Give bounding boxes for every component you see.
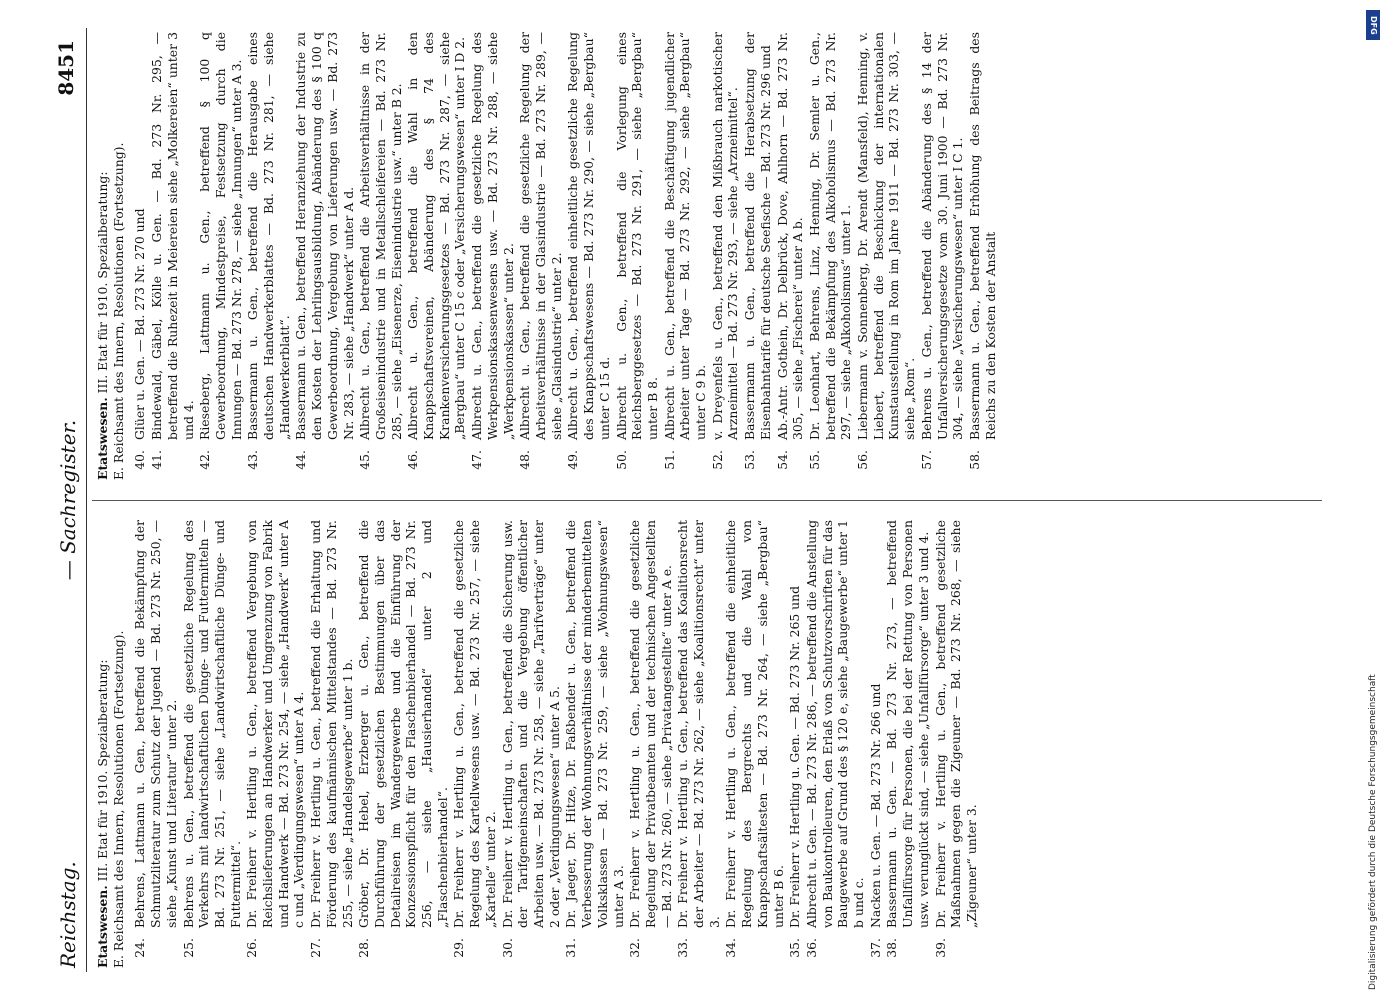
entry-number: 48. <box>517 450 533 470</box>
entry-text: Dr. Freiherr v. Hertling u. Gen., betreffend die gesetzliche Regelung des Kartellwesens usw. — Bd. 273 Nr. 257, — siehe „Kartelle“ unter 2. <box>451 520 498 928</box>
entry-text: Bassermann u. Gen., betreffend Heranziehung der Industrie zu den Kosten der Lehrlingsausbildung, Abänderung des § 100 q Gewerbeordnung, Vergebung von Lieferungen usw. — Bd. 273 Nr. 283, — siehe „Handwerk“ unter A d. <box>293 32 356 440</box>
entry-text: Liebermann v. Sonnenberg, Dr. Arendt (Mansfeld), Henning, v. Liebert, betreffend die Beschickung der internationalen Kunstausstellung in Rom im Jahre 1911 — Bd. 273 Nr. 303, — siehe „Rom“. <box>855 32 918 440</box>
register-entry <box>500 520 563 968</box>
entry-text: Dr. Freiherr v. Hertling u. Gen. — Bd. 273 Nr. 265 und <box>787 585 803 928</box>
entry-number: 28. <box>356 938 372 958</box>
entry-text: Bassermann u. Gen., betreffend die Herausgabe eines deutschen Handwerkerblattes — Bd. 273 Nr. 281, — siehe „Handwerkerblatt“. <box>245 32 292 440</box>
register-entry <box>662 32 709 480</box>
register-entry <box>293 32 356 480</box>
entry-text: Dr. Freiherr v. Hertling u. Gen., betreffend das Koalitionsrecht der Arbeiter — Bd. 273 Nr. 262, — siehe „Koalitionsrecht“ unter 3. <box>675 520 722 928</box>
entry-number: 43. <box>245 450 261 470</box>
entry-number: 26. <box>244 938 260 958</box>
register-entry <box>710 32 741 480</box>
entry-text: Albrecht u. Gen., betreffend die gesetzliche Regelung des Werkpensionskassenwesens usw. — Bd. 273 Nr. 288, — siehe „Werkpensionskassen“ unter 2. <box>469 32 516 440</box>
left-column <box>95 520 1325 968</box>
entry-number: 25. <box>180 938 196 958</box>
column-heading-text: III. Etat für 1910. Spezialberatung: <box>95 171 110 394</box>
register-entry <box>181 520 244 968</box>
entry-text: Behrens u. Gen., betreffend die Abänderung des § 14 der Unfallversicherungsgesetze vom 30. Juni 1900 — Bd. 273 Nr. 304, — siehe „Versicherungswesen“ unter I C 1. <box>918 32 966 440</box>
entry-text: Bassermann u. Gen., betreffend Erhöhung des Beitrags des Reichs zu den Kosten der Anstalt <box>966 32 998 440</box>
entry-number: 27. <box>308 938 324 958</box>
entry-number: 58. <box>966 450 982 470</box>
entry-list <box>132 32 998 480</box>
register-entry <box>804 520 867 968</box>
running-head-title: Reichstag. <box>56 861 80 968</box>
entry-text: Nacken u. Gen. — Bd. 273 Nr. 266 und <box>867 683 883 928</box>
entry-text: Bassermann u. Gen. — Bd. 273 Nr. 273, — betreffend Unfallfürsorge für Personen, die bei der Rettung von Personen usw. verunglückt sind, — siehe „Unfallfürsorge“ unter 3 und 4. <box>884 520 931 928</box>
entry-text: Behrens, Lattmann u. Gen., betreffend die Bekämpfung der Schmutzliteratur zum Schutz der Jugend — Bd. 273 Nr. 250, — siehe „Kunst und Literatur“ unter 2. <box>132 520 179 928</box>
entry-text: Albrecht u. Gen., betreffend die Wahl in den Knappschaftsvereinen, Abänderung des § 74 des Krankenversicherungsgesetzes — Bd. 273 Nr. 287, — siehe „Bergbau“ unter C 15 c oder „Versicherungswesen“ unter I D 2. <box>405 32 468 440</box>
entry-number: 45. <box>357 450 373 470</box>
entry-number: 52. <box>709 450 725 470</box>
entry-number: 33. <box>675 938 691 958</box>
entry-text: Albrecht u. Gen., betreffend die Beschäftigung jugendlicher Arbeiter unter Tage — Bd. 273 Nr. 292, — siehe „Bergbau“ unter C 9 b. <box>661 32 709 440</box>
register-entry <box>244 520 307 968</box>
entry-text: Dr. Freiherr v. Hertling u. Gen., betreffend Vergebung von Reichslieferungen an Handwerker und Umgrenzung von Fabrik und Handwerk — Bd. 273 Nr. 254, — siehe „Handwerk“ unter A c und „Verdingungswesen“ unter A 4. <box>244 520 307 928</box>
entry-text: Gröber, Dr. Hebel, Erzberger u. Gen., betreffend die Durchführung der gesetzlichen Bestimmungen über das Detailreisen im Wandergewerbe und die Einführung der Konzessionspflicht für den Flaschenbierhandel — Bd. 273 Nr. 256, — siehe „Hausierhandel“ unter 2 und „Flaschenbierhandel“. <box>356 520 450 928</box>
entry-number: 42. <box>197 450 213 470</box>
entry-text: Rieseberg, Lattmann u. Gen., betreffend § 100 q Gewerbeordnung, Mindestpreise, Festsetzung durch die Innungen — Bd. 273 Nr. 278, — siehe „Innungen“ unter A 3. <box>197 32 244 440</box>
entry-text: Dr. Freiherr v. Hertling u. Gen., betreffend die gesetzliche Regelung der Privatbeamten und der technischen Angestellten — Bd. 273 Nr. 260, — siehe „Privatangestellte“ unter A e. <box>627 520 674 928</box>
column-subheading: E. Reichsamt des Innern, Resolutionen (Fortsetzung). <box>110 630 126 968</box>
register-entry <box>775 32 806 480</box>
entry-number: 29. <box>451 938 467 958</box>
entry-number: 57. <box>918 450 934 470</box>
running-head <box>52 0 82 1000</box>
register-entry <box>967 32 998 480</box>
register-entry <box>565 32 612 480</box>
entry-number: 53. <box>742 450 758 470</box>
entry-number: 55. <box>806 450 822 470</box>
entry-list <box>132 520 979 968</box>
entry-number: 47. <box>469 450 485 470</box>
entry-text: Albrecht u. Gen., betreffend die gesetzliche Regelung der Arbeitsverhältnisse in der Glasindustrie — Bd. 273 Nr. 289, — siehe „Glasindustrie“ unter 2. <box>517 32 564 440</box>
running-head-section: — Sachregister. <box>56 419 80 581</box>
entry-number: 31. <box>563 938 579 958</box>
entry-text: Ab.-Antr. Gothein, Dr. Delbrück, Dove, Ahlhorn — Bd. 273 Nr. 305, — siehe „Fischerei“ unter A b. <box>774 32 806 440</box>
entry-number: 41. <box>149 450 165 470</box>
entry-number: 54. <box>774 450 790 470</box>
entry-number: 56. <box>855 450 871 470</box>
register-entry <box>308 520 355 968</box>
entry-number: 44. <box>293 450 309 470</box>
entry-text: Dr. Freiherr v. Hertling u. Gen., betreffend gesetzliche Maßnahmen gegen die Zigeuner — Bd. 273 Nr. 268, — siehe „Zigeuner“ unter 3. <box>932 520 979 928</box>
column-divider <box>92 500 1322 501</box>
header-rule <box>86 28 87 972</box>
entry-number: 30. <box>499 938 515 958</box>
register-entry <box>517 32 564 480</box>
entry-text: Albrecht u. Gen., betreffend einheitliche gesetzliche Regelung des Knappschaftswesens — Bd. 273 Nr. 290, — siehe „Bergbau“ unter C 15 d. <box>565 32 612 440</box>
entry-number: 40. <box>132 450 148 470</box>
column-heading-bold: Etatswesen. <box>95 397 110 480</box>
digitization-note-text: Digitalisierung gefördert durch die Deutsche Forschungsgemeinschaft <box>1368 674 1378 990</box>
entry-number: 34. <box>723 938 739 958</box>
register-entry <box>356 520 450 968</box>
register-entry <box>405 32 468 480</box>
register-entry <box>357 32 404 480</box>
entry-text: Dr. Freiherr v. Hertling u. Gen., betreffend die einheitliche Regelung des Bergrechts und die Wahl von Knappschaftsältesten — Bd. 273 Nr. 264, — siehe „Bergbau“ unter B 6. <box>723 520 786 928</box>
entry-number: 38. <box>884 938 900 958</box>
entry-number: 37. <box>867 938 883 958</box>
register-entry <box>933 520 980 968</box>
column-heading <box>95 520 126 968</box>
register-entry <box>884 520 931 968</box>
register-entry <box>742 32 773 480</box>
entry-text: Dr. Freiherr v. Hertling u. Gen., betreffend die Erhaltung und Förderung des kaufmännischen Mittelstandes — Bd. 273 Nr. 255, — siehe „Handelsgewerbe“ unter 1 b. <box>308 520 355 928</box>
entry-number: 32. <box>627 938 643 958</box>
entry-number: 49. <box>565 450 581 470</box>
entry-number: 50. <box>613 450 629 470</box>
entry-text: Albrecht u. Gen. — Bd. 273 Nr. 286, — betreffend die Anstellung von Baukontrolleuren, den Erlaß von Schutzvorschriften für das Baugewerbe auf Grund des § 120 e, siehe „Baugewerbe“ unter 1 b und c. <box>803 520 867 928</box>
entry-number: 36. <box>803 938 819 958</box>
entry-text: Albrecht u. Gen., betreffend die Vorlegung eines Reichsberggesetzes — Bd. 273 Nr. 291, — siehe „Bergbau“ unter B 8. <box>613 32 660 440</box>
entry-text: Dr. Jaeger, Dr. Hitze, Dr. Faßbender u. Gen., betreffend die Verbesserung der Wohnungsverhältnisse der minderbemittelten Volksklassen — Bd. 273 Nr. 259, — siehe „Wohnungswesen“ unter A 3. <box>563 520 626 928</box>
register-entry <box>245 32 292 480</box>
register-entry <box>469 32 516 480</box>
column-subheading: E. Reichsamt des Innern, Resolutionen (Fortsetzung). <box>110 142 126 480</box>
entry-text: Bindewald, Gäbel, Kölle u. Gen. — Bd. 273 Nr. 295, — betreffend die Ruhezeit in Meiereien siehe „Molkereien“ unter 3 und 4. <box>149 32 196 440</box>
register-entry <box>675 520 722 968</box>
register-entry <box>197 32 244 480</box>
entry-number: 35. <box>787 938 803 958</box>
digitization-note <box>1358 10 1378 990</box>
register-entry <box>855 32 918 480</box>
register-entry <box>868 520 884 968</box>
register-entry <box>627 520 674 968</box>
register-entry <box>132 520 179 968</box>
register-entry <box>787 520 803 968</box>
entry-number: 24. <box>132 938 148 958</box>
entry-text: Albrecht u. Gen., betreffend die Arbeitsverhältnisse in der Großeisenindustrie und in Metallschleifereien — Bd. 273 Nr. 285, — siehe „Eisenerze, Eisenindustrie usw.“ unter B 2. <box>357 32 404 440</box>
right-column <box>95 32 1325 480</box>
entry-text: Dr. Freiherr v. Hertling u. Gen., betreffend die Sicherung usw. der Tarifgemeinschaften und die Vergebung öffentlicher Arbeiten usw. — Bd. 273 Nr. 258, — siehe „Tarifverträge“ unter 2 oder „Verdingungswesen“ unter A 5. <box>499 520 562 928</box>
entry-text: v. Dreyenfels u. Gen., betreffend den Mißbrauch narkotischer Arzneimittel — Bd. 273 Nr. 293, — siehe „Arzneimittel“. <box>709 32 741 440</box>
register-entry <box>919 32 966 480</box>
register-entry <box>807 32 854 480</box>
entry-text: Behrens u. Gen., betreffend die gesetzliche Regelung des Verkehrs mit landwirtschaftlichen Dünge- und Futtermitteln — Bd. 273 Nr. 251, — siehe „Landwirtschaftliche Dünge- und Futtermittel“. <box>180 520 243 928</box>
register-entry <box>563 520 626 968</box>
entry-number: 51. <box>661 450 677 470</box>
register-entry <box>451 520 498 968</box>
register-entry <box>132 32 148 480</box>
page-number: 8451 <box>54 40 78 96</box>
register-entry <box>614 32 661 480</box>
entry-text: Dr. Leonhart, Behrens, Linz, Henning, Dr. Semler u. Gen., betreffend die Bekämpfung des Alkoholismus — Bd. 273 Nr. 297, — siehe „Alkoholismus“ unter 1. <box>806 32 854 440</box>
column-heading-bold: Etatswesen. <box>95 885 110 968</box>
entry-number: 39. <box>932 938 948 958</box>
column-heading-text: III. Etat für 1910. Spezialberatung: <box>95 659 110 882</box>
entry-text: Glüer u. Gen. — Bd. 273 Nr. 270 und <box>132 208 148 440</box>
column-heading <box>95 32 126 480</box>
entry-text: Bassermann u. Gen., betreffend die Herabsetzung der Eisenbahntarife für deutsche Seefische — Bd. 273 Nr. 296 und <box>742 32 773 440</box>
register-entry <box>723 520 786 968</box>
entry-number: 46. <box>405 450 421 470</box>
register-entry <box>149 32 196 480</box>
dfg-logo: DFG <box>1366 10 1380 40</box>
